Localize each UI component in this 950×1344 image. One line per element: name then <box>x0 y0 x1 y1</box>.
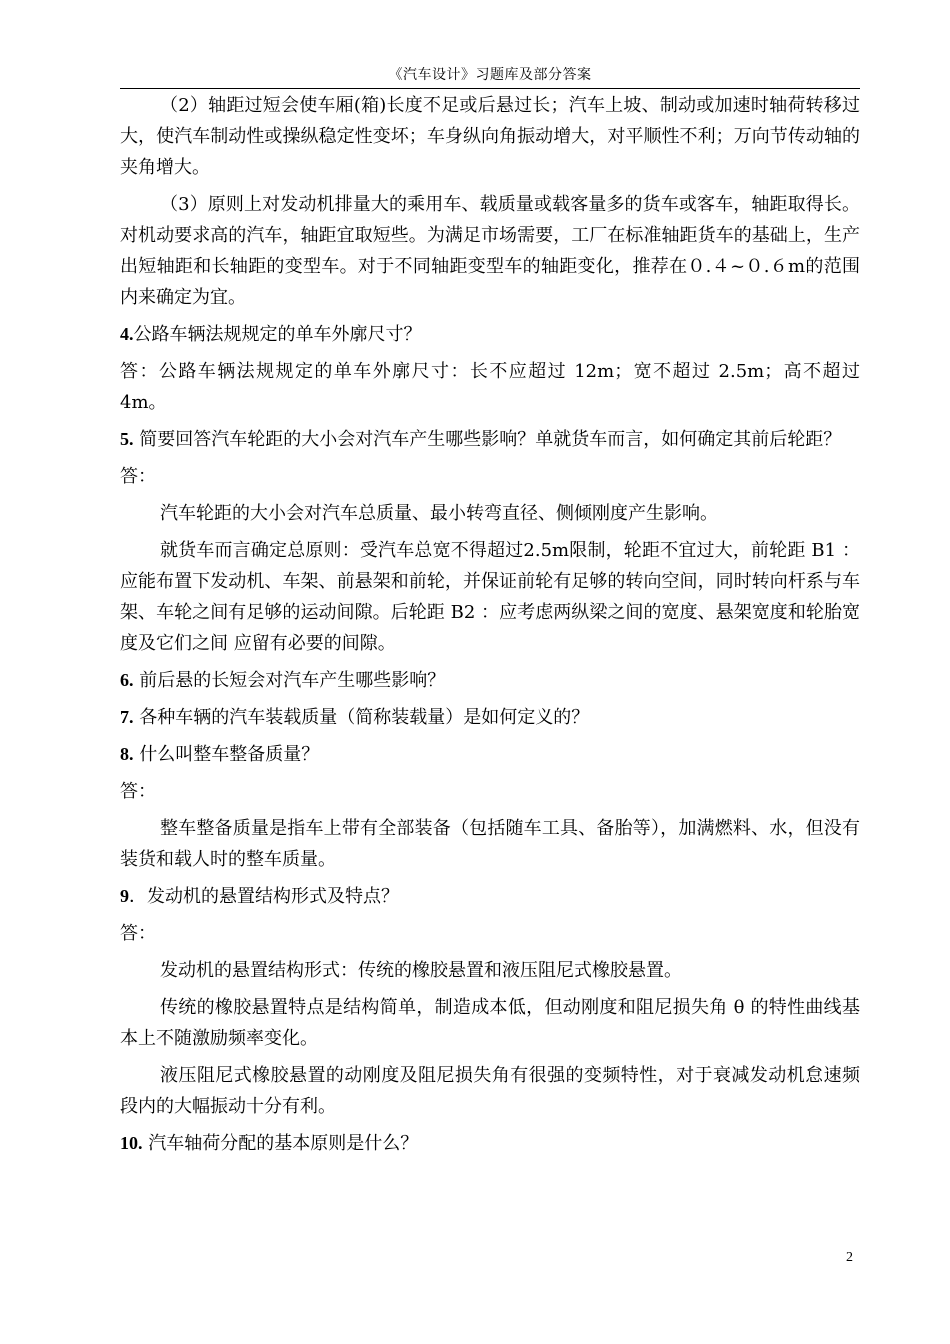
question <box>120 1128 860 1159</box>
paragraph: 发动机的悬置结构形式：传统的橡胶悬置和液压阻尼式橡胶悬置。 <box>160 960 682 981</box>
question-text: 汽车轴荷分配的基本原则是什么？ <box>142 1133 419 1154</box>
question-number: 5. <box>120 429 134 449</box>
header-rule <box>120 88 860 89</box>
question-number: 9 <box>120 886 129 906</box>
answer-label: 答： <box>120 923 156 944</box>
answer-label: 答： <box>120 466 156 487</box>
question-text: 公路车辆法规规定的单车外廓尺寸？ <box>133 324 422 345</box>
question-number: 8. <box>120 744 134 764</box>
question-text: ．发动机的悬置结构形式及特点？ <box>129 886 399 907</box>
answer-label: 答： <box>120 781 156 802</box>
paragraph: 传统的橡胶悬置特点是结构简单，制造成本低，但动刚度和阻尼损失角 θ 的特性曲线基本上不随激励频率变化。 <box>120 997 860 1049</box>
question <box>120 881 860 912</box>
question-number: 6. <box>120 670 134 690</box>
paragraph: 就货车而言确定总原则：受汽车总宽不得超过2.5m限制，轮距不宜过大，前轮距 B1 ：应能布置下发动机、车架、前悬架和前轮，并保证前轮有足够的转向空间，同时转向杆系与车架、车轮之间有足够的运动间隙。后轮距 B2 ：应考虑两纵梁之间的宽度、悬架宽度和轮胎宽度及它们之间 应留有必要的间隙。 <box>120 540 860 654</box>
paragraph: （3）原则上对发动机排量大的乘用车、载质量或载客量多的货车或客车，轴距取得长。对机动要求高的汽车，轴距宜取短些。为满足市场需要，工厂在标准轴距货车的基础上，生产出短轴距和长轴距的变型车。对于不同轴距变型车的轴距变化，推荐在０.４~０.６m的范围内来确定为宜。 <box>120 194 860 308</box>
question-number: 7. <box>120 707 134 727</box>
question-text: 前后悬的长短会对汽车产生哪些影响？ <box>133 670 446 691</box>
question <box>120 665 860 696</box>
question <box>120 702 860 733</box>
question <box>120 424 860 455</box>
question-number: 4. <box>120 324 134 344</box>
paragraph: 整车整备质量是指车上带有全部装备（包括随车工具、备胎等），加满燃料、水，但没有装货和载人时的整车质量。 <box>120 818 860 870</box>
running-header: 《汽车设计》习题库及部分答案 <box>388 67 592 83</box>
question <box>120 319 860 350</box>
paragraph: 汽车轮距的大小会对汽车总质量、最小转弯直径、侧倾刚度产生影响。 <box>160 503 718 524</box>
question-text: 各种车辆的汽车装载质量（简称装载量）是如何定义的？ <box>133 707 590 728</box>
answer-line: 答：公路车辆法规规定的单车外廓尺寸：长不应超过 12m；宽不超过 2.5m；高不超过 4m。 <box>120 361 860 413</box>
question-text: 什么叫整车整备质量？ <box>133 744 320 765</box>
page-number: 2 <box>846 1250 853 1265</box>
paragraph: 液压阻尼式橡胶悬置的动刚度及阻尼损失角有很强的变频特性，对于衰减发动机怠速频段内的大幅振动十分有利。 <box>120 1065 860 1117</box>
paragraph: （2）轴距过短会使车厢(箱)长度不足或后悬过长；汽车上坡、制动或加速时轴荷转移过大，使汽车制动性或操纵稳定性变坏；车身纵向角振动增大，对平顺性不利；万向节传动轴的夹角增大。 <box>120 95 860 178</box>
question-number: 10. <box>120 1133 143 1153</box>
body-text <box>120 90 860 1165</box>
question <box>120 739 860 770</box>
question-text: 简要回答汽车轮距的大小会对汽车产生哪些影响？单就货车而言，如何确定其前后轮距？ <box>133 429 842 450</box>
